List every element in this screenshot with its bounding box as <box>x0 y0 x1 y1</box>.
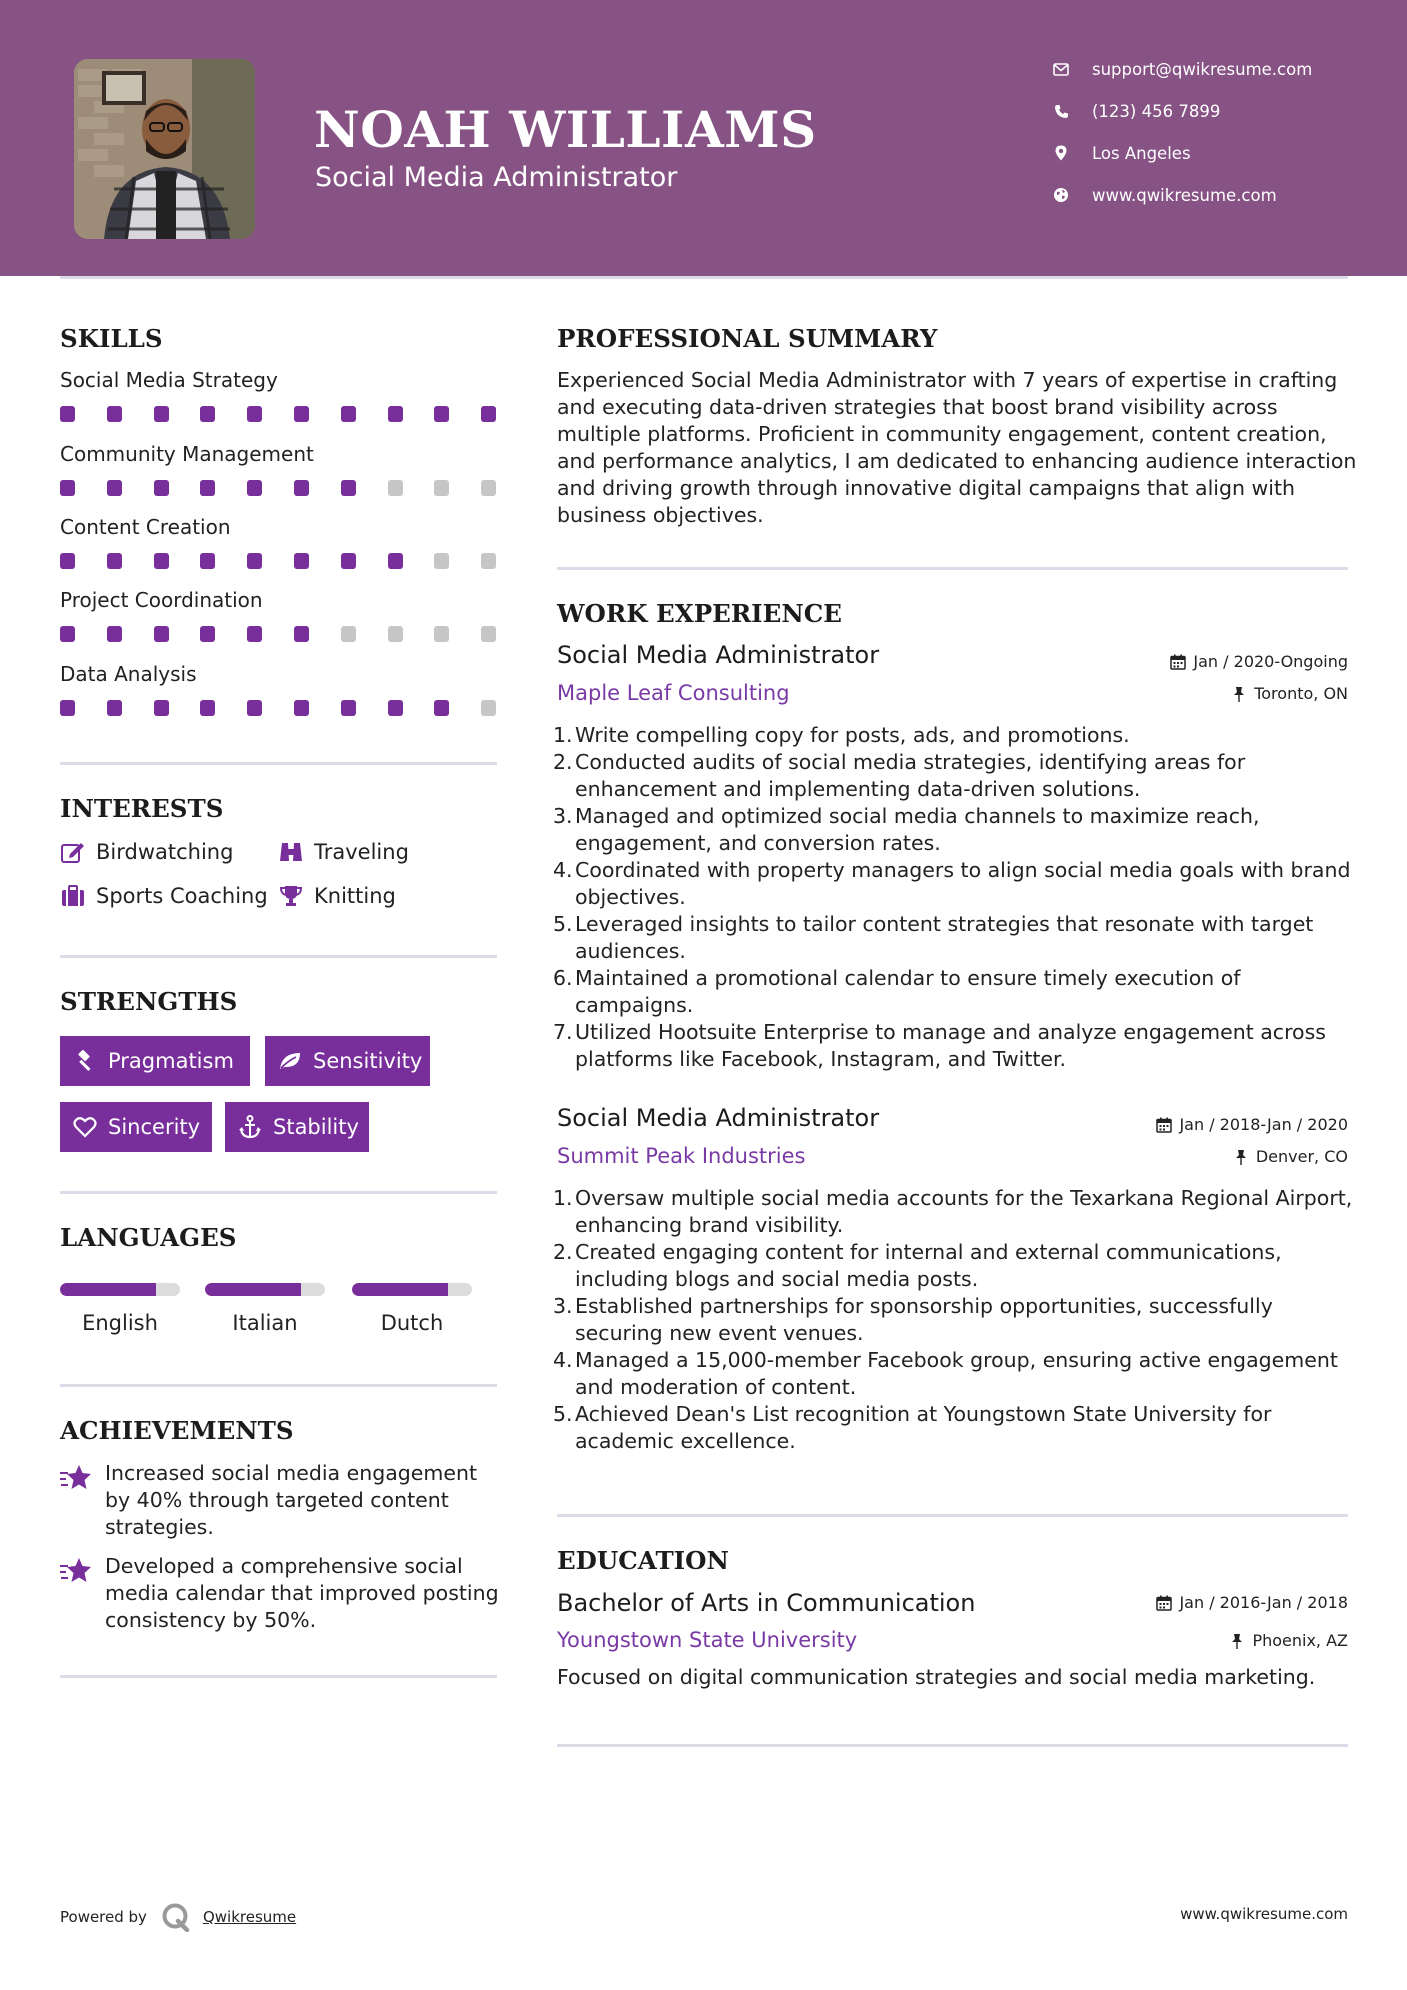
skill-dot-empty <box>481 626 496 642</box>
job-location-text: Toronto, ON <box>1254 684 1348 703</box>
skill-dot-filled <box>200 480 215 496</box>
skill-rating <box>60 553 500 569</box>
calendar-icon <box>1155 1594 1173 1612</box>
list-item: 6. Maintained a promotional calendar to ensure timely execution of campaigns. <box>553 966 1241 1017</box>
skill-dot-filled <box>388 700 403 716</box>
skill-rating <box>60 406 500 422</box>
calendar-icon <box>1155 1116 1173 1134</box>
skill-dot-empty <box>434 626 449 642</box>
skill-dot-filled <box>107 700 122 716</box>
section-divider <box>557 1744 1348 1747</box>
contact-location <box>1050 138 1380 168</box>
briefcase-icon <box>60 884 86 908</box>
skill-dot-empty <box>388 480 403 496</box>
skill-dot-filled <box>60 553 75 569</box>
list-item: 7. Utilized Hootsuite Enterprise to manage and analyze engagement across platforms like Facebook, Instagram, and Twitter. <box>553 1020 1326 1071</box>
skill-dot-filled <box>154 406 169 422</box>
interests-heading: INTERESTS <box>60 794 224 823</box>
section-divider <box>557 1514 1348 1517</box>
leaf-icon <box>277 1048 303 1074</box>
list-item: 1. Write compelling copy for posts, ads, and promotions. <box>553 723 1130 747</box>
skill-dot-filled <box>341 700 356 716</box>
candidate-title: Social Media Administrator <box>315 162 678 193</box>
skill-dot-filled <box>294 700 309 716</box>
achievement-item <box>60 1460 500 1544</box>
list-item: 4. Managed a 15,000-member Facebook group, ensuring active engagement and moderation of content. <box>553 1348 1338 1399</box>
skill-dot-filled <box>341 406 356 422</box>
skill-dot-filled <box>154 626 169 642</box>
powered-by-text: Powered by <box>60 1908 147 1926</box>
skill-dot-filled <box>107 406 122 422</box>
job-dates-text: Jan / 2018-Jan / 2020 <box>1179 1115 1348 1134</box>
job-dates-text: Jan / 2020-Ongoing <box>1193 652 1348 671</box>
binoculars-icon <box>278 840 304 864</box>
skill-dot-filled <box>294 553 309 569</box>
skill-dot-filled <box>154 700 169 716</box>
skill-dot-filled <box>154 480 169 496</box>
heart-icon <box>72 1114 98 1140</box>
education-heading: EDUCATION <box>557 1546 729 1575</box>
job-dates <box>1169 652 1348 671</box>
interest-item <box>278 881 396 911</box>
skill-dot-filled <box>294 626 309 642</box>
education-dates <box>1155 1593 1348 1612</box>
job-dates <box>1155 1115 1348 1134</box>
skill-dot-filled <box>107 553 122 569</box>
skill-dot-filled <box>247 553 262 569</box>
section-divider <box>60 955 497 958</box>
skill-dot-filled <box>247 700 262 716</box>
skill-dot-filled <box>60 626 75 642</box>
skill-label: Data Analysis <box>60 662 197 686</box>
skill-dot-filled <box>294 480 309 496</box>
strength-label: Sincerity <box>108 1115 201 1139</box>
achievement-text: Developed a comprehensive social media calendar that improved posting consistency by 50%. <box>105 1554 499 1632</box>
contact-phone[interactable] <box>1050 96 1380 126</box>
trophy-icon <box>278 884 304 908</box>
skill-dot-filled <box>341 553 356 569</box>
globe-icon <box>1050 184 1072 206</box>
interest-label: Traveling <box>314 840 409 864</box>
achievements-heading: ACHIEVEMENTS <box>60 1416 294 1445</box>
contact-website[interactable] <box>1050 180 1380 210</box>
language-level-bar <box>205 1283 325 1296</box>
section-divider <box>60 1384 497 1387</box>
language-level-fill <box>205 1283 301 1296</box>
phone-icon <box>1050 100 1072 122</box>
skill-label: Community Management <box>60 442 314 466</box>
profile-photo <box>74 59 255 239</box>
education-location-text: Phoenix, AZ <box>1252 1631 1348 1650</box>
skill-dot-filled <box>200 700 215 716</box>
strength-chip <box>60 1102 212 1152</box>
skill-dot-filled <box>388 406 403 422</box>
achievement-item <box>60 1553 500 1637</box>
skill-label: Project Coordination <box>60 588 263 612</box>
job-location-text: Denver, CO <box>1255 1147 1348 1166</box>
job-company: Maple Leaf Consulting <box>557 681 790 705</box>
skill-dot-empty <box>481 700 496 716</box>
skill-dot-filled <box>60 480 75 496</box>
qwikresume-logo-icon <box>161 1902 191 1932</box>
resume-header <box>0 0 1407 276</box>
skill-dot-filled <box>388 553 403 569</box>
section-divider <box>60 762 497 765</box>
skill-dot-filled <box>200 406 215 422</box>
skill-rating <box>60 480 500 496</box>
job-responsibilities <box>553 1185 1357 1455</box>
achievement-text: Increased social media engagement by 40% through targeted content strategies. <box>105 1461 478 1539</box>
list-item: 5. Leveraged insights to tailor content strategies that resonate with target audiences. <box>553 912 1314 963</box>
envelope-icon <box>1050 58 1072 80</box>
contact-email[interactable] <box>1050 54 1380 84</box>
skill-dot-filled <box>107 626 122 642</box>
contact-phone-text: (123) 456 7899 <box>1092 101 1221 121</box>
skill-dot-filled <box>60 700 75 716</box>
education-degree: Bachelor of Arts in Communication <box>557 1589 976 1617</box>
interest-label: Birdwatching <box>96 840 234 864</box>
skills-heading: SKILLS <box>60 324 163 353</box>
education-description: Focused on digital communication strategies and social media marketing. <box>557 1665 1316 1689</box>
section-divider <box>60 1675 497 1678</box>
skill-dot-filled <box>294 406 309 422</box>
strength-chip <box>60 1036 250 1086</box>
skill-dot-filled <box>247 480 262 496</box>
map-marker-icon <box>1050 142 1072 164</box>
strength-label: Pragmatism <box>108 1049 234 1073</box>
skill-label: Social Media Strategy <box>60 368 278 392</box>
interest-label: Knitting <box>314 884 396 908</box>
skill-dot-filled <box>341 480 356 496</box>
language-label: Italian <box>232 1311 298 1335</box>
edit-icon <box>60 840 86 864</box>
language-level-fill <box>352 1283 448 1296</box>
strengths-heading: STRENGTHS <box>60 987 238 1016</box>
experience-heading: WORK EXPERIENCE <box>557 599 842 628</box>
skill-dot-filled <box>481 406 496 422</box>
list-item: 5. Achieved Dean's List recognition at Youngstown State University for academic excellence. <box>553 1402 1272 1453</box>
skill-dot-filled <box>107 480 122 496</box>
summary-text: Experienced Social Media Administrator with 7 years of expertise in crafting and executing data-driven strategies that boost brand visibility across multiple platforms. Proficient in community engagement, content creation, and performance analytics, I am dedicated to enhancing audience interaction and driving growth through innovative digital campaigns that align with business objectives. <box>557 368 1357 527</box>
list-item: 3. Managed and optimized social media channels to maximize reach, engagement, and conversion rates. <box>553 804 1260 855</box>
star-icon <box>60 1464 92 1492</box>
candidate-name: NOAH WILLIAMS <box>314 100 817 159</box>
language-level-bar <box>352 1283 472 1296</box>
skill-dot-filled <box>247 626 262 642</box>
list-item: 4. Coordinated with property managers to align social media goals with brand objectives. <box>553 858 1351 909</box>
job-title: Social Media Administrator <box>557 641 880 669</box>
skill-rating <box>60 626 500 642</box>
language-level-fill <box>60 1283 156 1296</box>
contact-location-text: Los Angeles <box>1092 143 1191 163</box>
gavel-icon <box>72 1048 98 1074</box>
anchor-icon <box>237 1114 263 1140</box>
calendar-icon <box>1169 653 1187 671</box>
languages-heading: LANGUAGES <box>60 1223 237 1252</box>
skill-dot-filled <box>434 700 449 716</box>
footer-website[interactable]: www.qwikresume.com <box>1180 1905 1348 1923</box>
skill-label: Content Creation <box>60 515 231 539</box>
language-level-bar <box>60 1283 180 1296</box>
contact-email-text: support@qwikresume.com <box>1092 59 1313 79</box>
job-title: Social Media Administrator <box>557 1104 880 1132</box>
summary-heading: PROFESSIONAL SUMMARY <box>557 324 938 353</box>
pushpin-icon <box>1228 1632 1246 1650</box>
interest-item <box>278 837 409 867</box>
education-dates-text: Jan / 2016-Jan / 2018 <box>1179 1593 1348 1612</box>
list-item: 3. Established partnerships for sponsorship opportunities, successfully securing new event venues. <box>553 1294 1273 1345</box>
skill-dot-empty <box>481 553 496 569</box>
pushpin-icon <box>1232 1148 1250 1166</box>
list-item: 2. Created engaging content for internal and external communications, including blogs and social media posts. <box>553 1240 1282 1291</box>
skill-dot-empty <box>341 626 356 642</box>
skill-dot-empty <box>388 626 403 642</box>
interest-item <box>60 837 233 867</box>
strength-label: Sensitivity <box>313 1049 423 1073</box>
skill-dot-filled <box>200 553 215 569</box>
job-location <box>1232 1147 1348 1166</box>
skill-dot-empty <box>434 553 449 569</box>
job-responsibilities <box>553 722 1357 1073</box>
education-location <box>1228 1631 1348 1650</box>
job-location <box>1230 684 1348 703</box>
qwikresume-link[interactable]: Qwikresume <box>202 1908 297 1926</box>
skill-dot-filled <box>60 406 75 422</box>
skill-dot-filled <box>247 406 262 422</box>
list-item: 2. Conducted audits of social media strategies, identifying areas for enhancement and implementing data-driven solutions. <box>553 750 1246 801</box>
pushpin-icon <box>1230 685 1248 703</box>
list-item: 1. Oversaw multiple social media accounts for the Texarkana Regional Airport, enhancing brand visibility. <box>553 1186 1353 1237</box>
section-divider <box>60 1191 497 1194</box>
skill-dot-filled <box>200 626 215 642</box>
job-company: Summit Peak Industries <box>557 1144 806 1168</box>
footer-powered-by <box>60 1902 296 1932</box>
language-label: Dutch <box>380 1311 444 1335</box>
skill-dot-empty <box>481 480 496 496</box>
skill-rating <box>60 700 500 716</box>
interest-label: Sports Coaching <box>96 884 268 908</box>
skill-dot-filled <box>434 406 449 422</box>
interest-item <box>60 881 268 911</box>
skill-dot-empty <box>434 480 449 496</box>
section-divider <box>557 567 1348 570</box>
education-school: Youngstown State University <box>557 1628 858 1652</box>
strength-chip <box>265 1036 430 1086</box>
contact-website-text: www.qwikresume.com <box>1092 185 1277 205</box>
skill-dot-filled <box>154 553 169 569</box>
language-label: English <box>82 1311 158 1335</box>
header-divider <box>60 276 1348 279</box>
star-icon <box>60 1557 92 1585</box>
strength-label: Stability <box>273 1115 359 1139</box>
strength-chip <box>225 1102 369 1152</box>
